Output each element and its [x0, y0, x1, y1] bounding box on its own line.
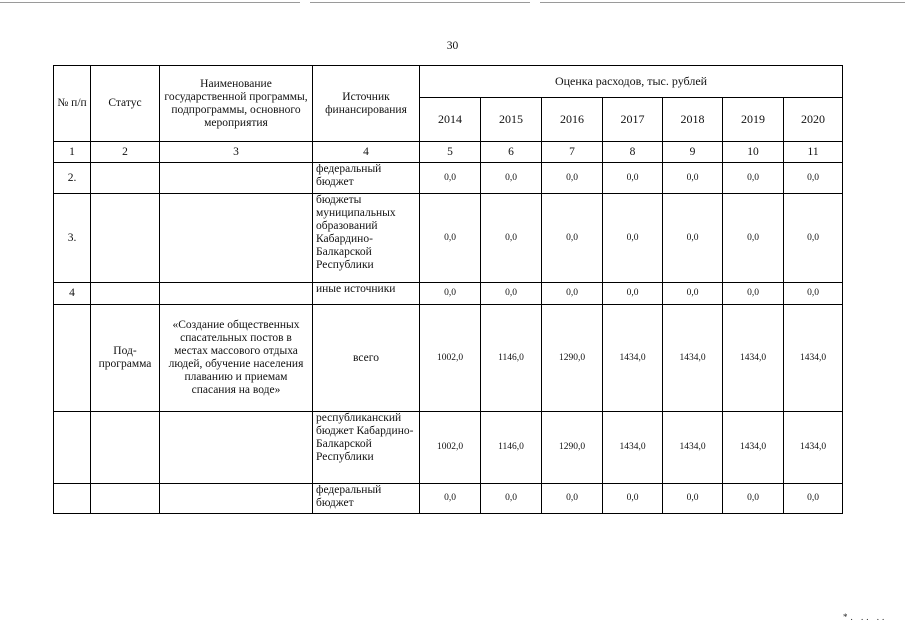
- row-number: [54, 412, 91, 484]
- column-number: 2: [91, 142, 160, 163]
- row-value-cell: 1434,0: [663, 305, 723, 412]
- row-value-cell: 1290,0: [542, 412, 603, 484]
- column-number: 6: [481, 142, 542, 163]
- row-value-cell: 1434,0: [603, 412, 663, 484]
- column-number-row: [54, 142, 843, 163]
- row-value-cell: 0,0: [542, 484, 603, 514]
- row-number: [54, 484, 91, 514]
- row-value-cell: 0,0: [542, 194, 603, 283]
- row-value-cell: 0,0: [723, 283, 784, 305]
- row-status: Под-программа: [91, 305, 160, 412]
- row-value-cell: 0,0: [663, 283, 723, 305]
- row-value-cell: 1434,0: [784, 412, 843, 484]
- row-value-cell: 0,0: [723, 194, 784, 283]
- row-name: [160, 194, 313, 283]
- column-number: 11: [784, 142, 843, 163]
- table-row: [54, 194, 843, 283]
- row-value-cell: 1002,0: [420, 305, 481, 412]
- top-scan-line: [540, 2, 905, 3]
- row-status: [91, 163, 160, 194]
- column-number: 5: [420, 142, 481, 163]
- header-year: 2016: [542, 98, 603, 142]
- header-year: 2018: [663, 98, 723, 142]
- header-name: Наименование государственной программы, подпрограммы, основного мероприятия: [160, 66, 313, 142]
- table-row: [54, 283, 843, 305]
- row-value-cell: 0,0: [603, 163, 663, 194]
- row-value-cell: 0,0: [420, 283, 481, 305]
- header-year: 2014: [420, 98, 481, 142]
- row-source: бюджеты муниципальных образований Кабардино-Балкарской Республики: [313, 194, 420, 283]
- row-name: [160, 283, 313, 305]
- row-source: федеральный бюджет: [313, 163, 420, 194]
- row-value-cell: 0,0: [723, 163, 784, 194]
- table-row: [54, 305, 843, 412]
- header-year: 2019: [723, 98, 784, 142]
- budget-table: [53, 65, 843, 514]
- row-value-cell: 0,0: [481, 163, 542, 194]
- column-number: 7: [542, 142, 603, 163]
- row-value-cell: 0,0: [481, 194, 542, 283]
- column-number: 10: [723, 142, 784, 163]
- row-value-cell: 0,0: [723, 484, 784, 514]
- row-name: [160, 412, 313, 484]
- row-value-cell: 0,0: [784, 194, 843, 283]
- row-number: 3.: [54, 194, 91, 283]
- row-number: 4: [54, 283, 91, 305]
- row-value-cell: 0,0: [663, 484, 723, 514]
- row-source: республиканский бюджет Кабардино-Балкарской Республики: [313, 412, 420, 484]
- header-year: 2017: [603, 98, 663, 142]
- row-status: [91, 484, 160, 514]
- row-name: [160, 163, 313, 194]
- header-num: № п/п: [54, 66, 91, 142]
- page-number: 30: [446, 40, 459, 52]
- row-value-cell: 1434,0: [784, 305, 843, 412]
- column-number: 1: [54, 142, 91, 163]
- row-value-cell: 0,0: [542, 283, 603, 305]
- header-status: Статус: [91, 66, 160, 142]
- row-value-cell: 1290,0: [542, 305, 603, 412]
- row-status: [91, 194, 160, 283]
- scan-mark: *. .. ..: [843, 612, 888, 622]
- row-value-cell: 0,0: [420, 194, 481, 283]
- row-value-cell: 1002,0: [420, 412, 481, 484]
- row-value-cell: 0,0: [420, 163, 481, 194]
- row-value-cell: 0,0: [784, 163, 843, 194]
- row-value-cell: 0,0: [481, 484, 542, 514]
- header-estimate: Оценка расходов, тыс. рублей: [420, 66, 843, 98]
- column-number: 4: [313, 142, 420, 163]
- table-row: [54, 484, 843, 514]
- row-value-cell: 1434,0: [723, 412, 784, 484]
- header-source: Источник финансирования: [313, 66, 420, 142]
- row-name: «Создание общественных спасательных постов в местах массового отдыха людей, обучение населения плаванию и приемам спасания на воде»: [160, 305, 313, 412]
- header-year: 2020: [784, 98, 843, 142]
- table-row: [54, 412, 843, 484]
- row-value-cell: 0,0: [481, 283, 542, 305]
- row-name: [160, 484, 313, 514]
- row-value-cell: 0,0: [542, 163, 603, 194]
- column-number: 9: [663, 142, 723, 163]
- row-number: [54, 305, 91, 412]
- row-value-cell: 1434,0: [723, 305, 784, 412]
- row-value-cell: 0,0: [420, 484, 481, 514]
- row-value-cell: 0,0: [784, 283, 843, 305]
- row-value-cell: 0,0: [663, 163, 723, 194]
- row-value-cell: 1146,0: [481, 305, 542, 412]
- column-number: 3: [160, 142, 313, 163]
- row-value-cell: 1146,0: [481, 412, 542, 484]
- row-status: [91, 412, 160, 484]
- top-scan-line: [310, 2, 530, 3]
- row-value-cell: 0,0: [603, 194, 663, 283]
- row-value-cell: 0,0: [603, 484, 663, 514]
- row-source: федеральный бюджет: [313, 484, 420, 514]
- row-value-cell: 0,0: [784, 484, 843, 514]
- table-row: [54, 163, 843, 194]
- row-value-cell: 0,0: [603, 283, 663, 305]
- row-source: всего: [313, 305, 420, 412]
- row-status: [91, 283, 160, 305]
- row-value-cell: 1434,0: [603, 305, 663, 412]
- header-year: 2015: [481, 98, 542, 142]
- row-value-cell: 1434,0: [663, 412, 723, 484]
- row-value-cell: 0,0: [663, 194, 723, 283]
- column-number: 8: [603, 142, 663, 163]
- row-source: иные источники: [313, 283, 420, 305]
- row-number: 2.: [54, 163, 91, 194]
- top-scan-line: [0, 2, 300, 3]
